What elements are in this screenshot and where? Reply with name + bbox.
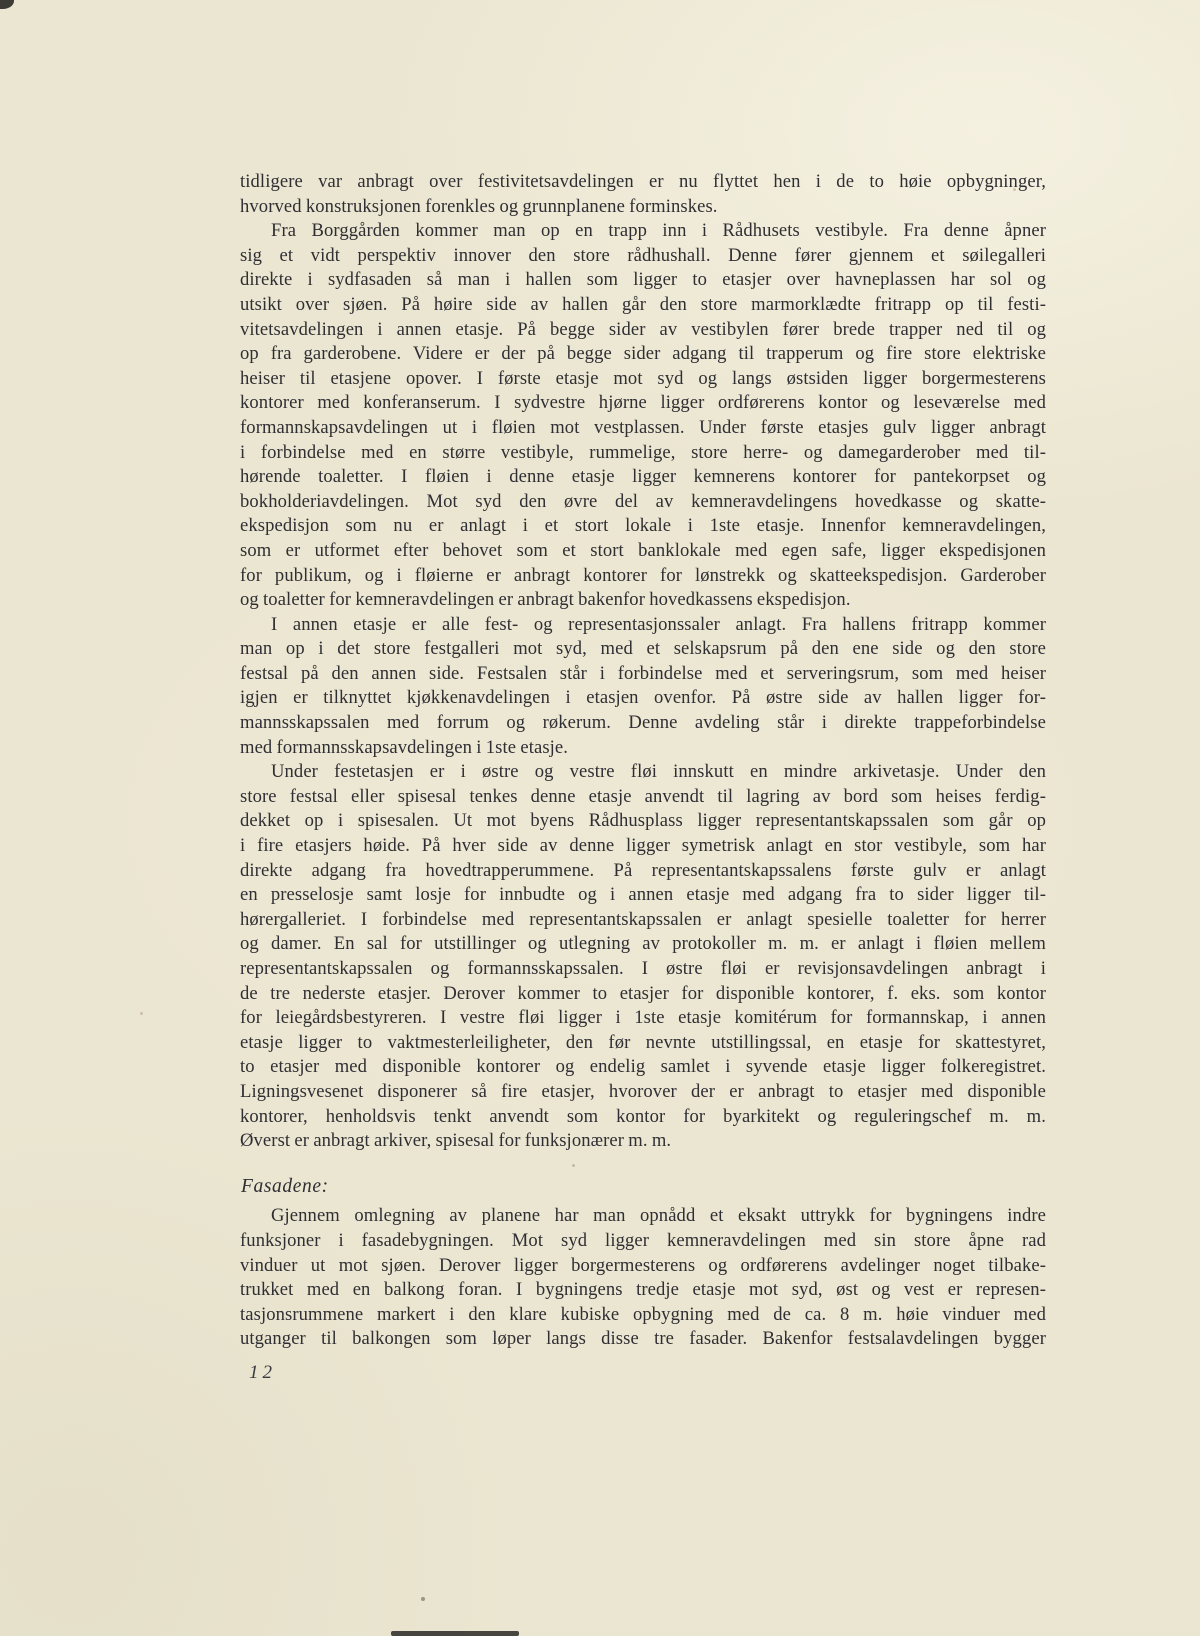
text-line: mannsskapssalen med forrum og røkerum. Denne avdeling står i direkte trappeforbindelse <box>240 712 1046 734</box>
text-line: heiser til etasjene opover. I første etasje mot syd og langs østsiden ligger borgermesterens <box>240 367 1046 389</box>
text-line: representantskapssalen og formannsskapssalen. I østre fløi er revisjonsavdelingen anbragt i <box>240 958 1046 979</box>
text-line: for leiegårdsbestyreren. I vestre fløi ligger i 1ste etasje komitérum for formannskap, i annen <box>240 1007 1046 1029</box>
text-line: hvorved konstruksjonen forenkles og grunnplanene forminskes. <box>240 195 718 217</box>
text-line: Ligningsvesenet disponerer så fire etasjer, hvorover der er anbragt to etasjer med disponible <box>240 1080 1046 1102</box>
paragraph <box>240 1204 1046 1352</box>
text-line: dekket op i spisesalen. Ut mot byens Rådhusplass ligger representantskapssalen som går op <box>240 810 1046 832</box>
text-line: utsikt over sjøen. På høire side av hallen går den store marmorklædte fritrapp op til festi- <box>240 293 1046 315</box>
text-line: bokholderiavdelingen. Mot syd den øvre del av kemneravdelingens hovedkasse og skatte- <box>240 490 1046 512</box>
paper-speck <box>421 1597 425 1601</box>
paragraph <box>240 760 1046 1154</box>
text-line: store festsal eller spisesal tenkes denne etasje anvendt til lagring av bord som heises ferdig- <box>240 785 1046 807</box>
section-heading: Fasadene: <box>241 1175 329 1197</box>
text-line: igjen er tilknyttet kjøkkenavdelingen i etasjen ovenfor. På østre side av hallen ligger for- <box>240 687 1046 709</box>
text-line: man op i det store festgalleri mot syd, med et selskapsrum på den ene side og den store <box>240 638 1046 660</box>
text-line: kontorer med konferanserum. I sydvestre hjørne ligger ordførerens kontor og leseværelse med <box>240 392 1046 414</box>
text-line: ekspedisjon som nu er anlagt i et stort lokale i 1ste etasje. Innenfor kemneravdelingen, <box>240 515 1046 537</box>
text-line: og damer. En sal for utstillinger og utlegning av protokoller m. m. er anlagt i fløien mellem <box>240 933 1046 955</box>
text-line: kontorer, henholdsvis tenkt anvendt som kontor for byarkitekt og reguleringschef m. m. <box>240 1105 1046 1127</box>
text-line: og toaletter for kemneravdelingen er anbragt bakenfor hovedkassens ekspedisjon. <box>240 589 851 611</box>
text-line: vinduer ut mot sjøen. Derover ligger borgermesterens og ordførerens avdelinger noget tilbake- <box>240 1254 1046 1276</box>
text-line: tidligere var anbragt over festivitetsavdelingen er nu flyttet hen i de to høie opbygninger, <box>240 171 1046 192</box>
text-line: i fire etasjers høide. På hver side av denne ligger symetrisk anlagt en stor vestibyle, som har <box>240 835 1046 857</box>
text-line: funksjoner i fasadebygningen. Mot syd ligger kemneravdelingen med sin store åpne rad <box>240 1229 1046 1251</box>
text-line: direkte i sydfasaden så man i hallen som ligger to etasjer over havneplassen har sol og <box>240 269 1046 291</box>
text-line: I annen etasje er alle fest- og representasjonssaler anlagt. Fra hallens fritrapp kommer <box>271 613 1046 635</box>
text-line: tasjonsrummene markert i den klare kubiske opbygning med de ca. 8 m. høie vinduer med <box>240 1303 1046 1325</box>
paragraph <box>240 613 1046 761</box>
text-line: med formannsskapsavdelingen i 1ste etasje. <box>240 736 569 758</box>
text-line: for publikum, og i fløierne er anbragt kontorer for lønstrekk og skatteekspedisjon. Garderober <box>240 564 1046 586</box>
text-line: trukket med en balkong foran. I bygningens tredje etasje mot syd, øst og vest er represen- <box>240 1279 1046 1301</box>
text-line: i forbindelse med en større vestibyle, rummelige, store herre- og damegarderober med til- <box>240 441 1046 463</box>
text-line: direkte adgang fra hovedtrapperummene. På representantskapssalens første gulv er anlagt <box>240 859 1046 881</box>
text-line: som er utformet efter behovet som et stort banklokale med egen safe, ligger ekspedisjonen <box>240 539 1046 561</box>
facade-text <box>240 1204 1046 1352</box>
text-line: op fra garderobene. Videre er der på begge sider adgang til trapperum og fire store elektriske <box>240 343 1046 365</box>
text-line: hørergalleriet. I forbindelse med representantskapssalen er anlagt spesielle toaletter for herrer <box>240 908 1046 930</box>
paper-speck <box>140 1012 143 1015</box>
paragraph <box>240 170 1046 219</box>
text-line: vitetsavdelingen i annen etasje. På begge sider av vestibylen fører brede trapper ned til og <box>240 318 1046 340</box>
text-line: to etasjer med disponible kontorer og endelig samlet i syvende etasje ligger folkeregistret. <box>240 1056 1046 1078</box>
body-text <box>240 170 1046 1352</box>
text-line: Gjennem omlegning av planene har man opnådd et eksakt uttrykk for bygningens indre <box>271 1205 1046 1227</box>
text-line: etasje ligger to vaktmesterleiligheter, den før nevnte utstillingssal, en etasje for skattestyret, <box>240 1031 1046 1053</box>
paper-speck <box>1013 188 1016 191</box>
text-line: sig et vidt perspektiv innover den store rådhushall. Denne fører gjennem et søilegalleri <box>240 244 1046 266</box>
scan-corner-artifact <box>0 0 14 9</box>
paper-speck <box>572 1164 575 1167</box>
text-line: Under festetasjen er i østre og vestre fløi innskutt en mindre arkivetasje. Under den <box>271 761 1046 783</box>
scan-bottom-artifact <box>391 1631 519 1636</box>
text-line: de tre nederste etasjer. Derover kommer to etasjer for disponible kontorer, f. eks. som kontor <box>240 982 1046 1004</box>
text-line: festsal på den annen side. Festsalen står i forbindelse med et serveringsrum, som med heiser <box>240 662 1046 684</box>
text-line: utganger til balkongen som løper langs disse tre fasader. Bakenfor festsalavdelingen bygger <box>240 1328 1046 1350</box>
text-line: formannskapsavdelingen ut i fløien mot vestplassen. Under første etasjes gulv ligger anbragt <box>240 416 1046 438</box>
paragraph <box>240 219 1046 613</box>
text-line: Fra Borggården kommer man op en trapp inn i Rådhusets vestibyle. Fra denne åpner <box>271 220 1046 242</box>
text-line: en presselosje samt losje for innbudte og i annen etasje med adgang fra to sider ligger til- <box>240 884 1046 906</box>
text-line: Øverst er anbragt arkiver, spisesal for funksjonærer m. m. <box>240 1130 672 1152</box>
running-text <box>240 170 1046 1154</box>
page-number: 12 <box>249 1362 276 1383</box>
text-line: hørende toaletter. I fløien i denne etasje ligger kemnerens kontorer for pantekorpset og <box>240 466 1046 488</box>
